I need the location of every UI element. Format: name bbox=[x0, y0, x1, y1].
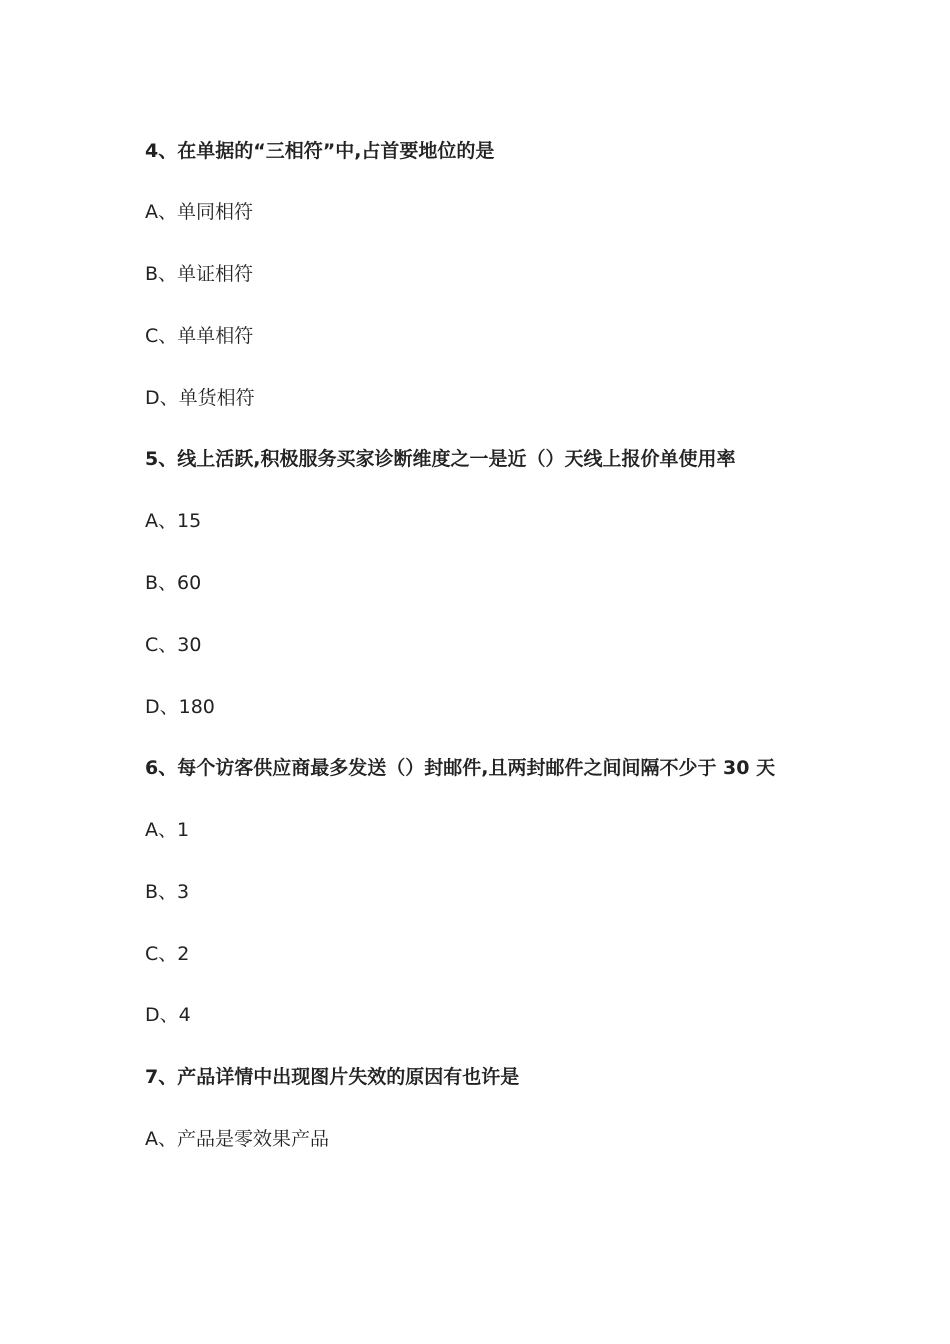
question-4: 4、在单据的“三相符”中,占首要地位的是 bbox=[145, 140, 495, 162]
question-4-option-b: B、单证相符 bbox=[145, 263, 254, 285]
question-6: 6、每个访客供应商最多发送（）封邮件,且两封邮件之间间隔不少于 30 天 bbox=[145, 757, 776, 779]
question-7-option-a: A、产品是零效果产品 bbox=[145, 1128, 329, 1150]
question-5-option-c: C、30 bbox=[145, 634, 202, 656]
question-4-option-d: D、单货相符 bbox=[145, 387, 255, 409]
question-6-option-d: D、4 bbox=[145, 1004, 191, 1026]
question-7: 7、产品详情中出现图片失效的原因有也许是 bbox=[145, 1066, 520, 1088]
question-4-option-a: A、单同相符 bbox=[145, 201, 253, 223]
question-5: 5、线上活跃,积极服务买家诊断维度之一是近（）天线上报价单使用率 bbox=[145, 448, 736, 470]
question-5-option-b: B、60 bbox=[145, 572, 202, 594]
question-6-option-b: B、3 bbox=[145, 881, 190, 903]
question-6-option-a: A、1 bbox=[145, 819, 190, 841]
question-4-option-c: C、单单相符 bbox=[145, 325, 254, 347]
question-6-option-c: C、2 bbox=[145, 943, 190, 965]
question-5-option-d: D、180 bbox=[145, 696, 215, 718]
question-5-option-a: A、15 bbox=[145, 510, 202, 532]
